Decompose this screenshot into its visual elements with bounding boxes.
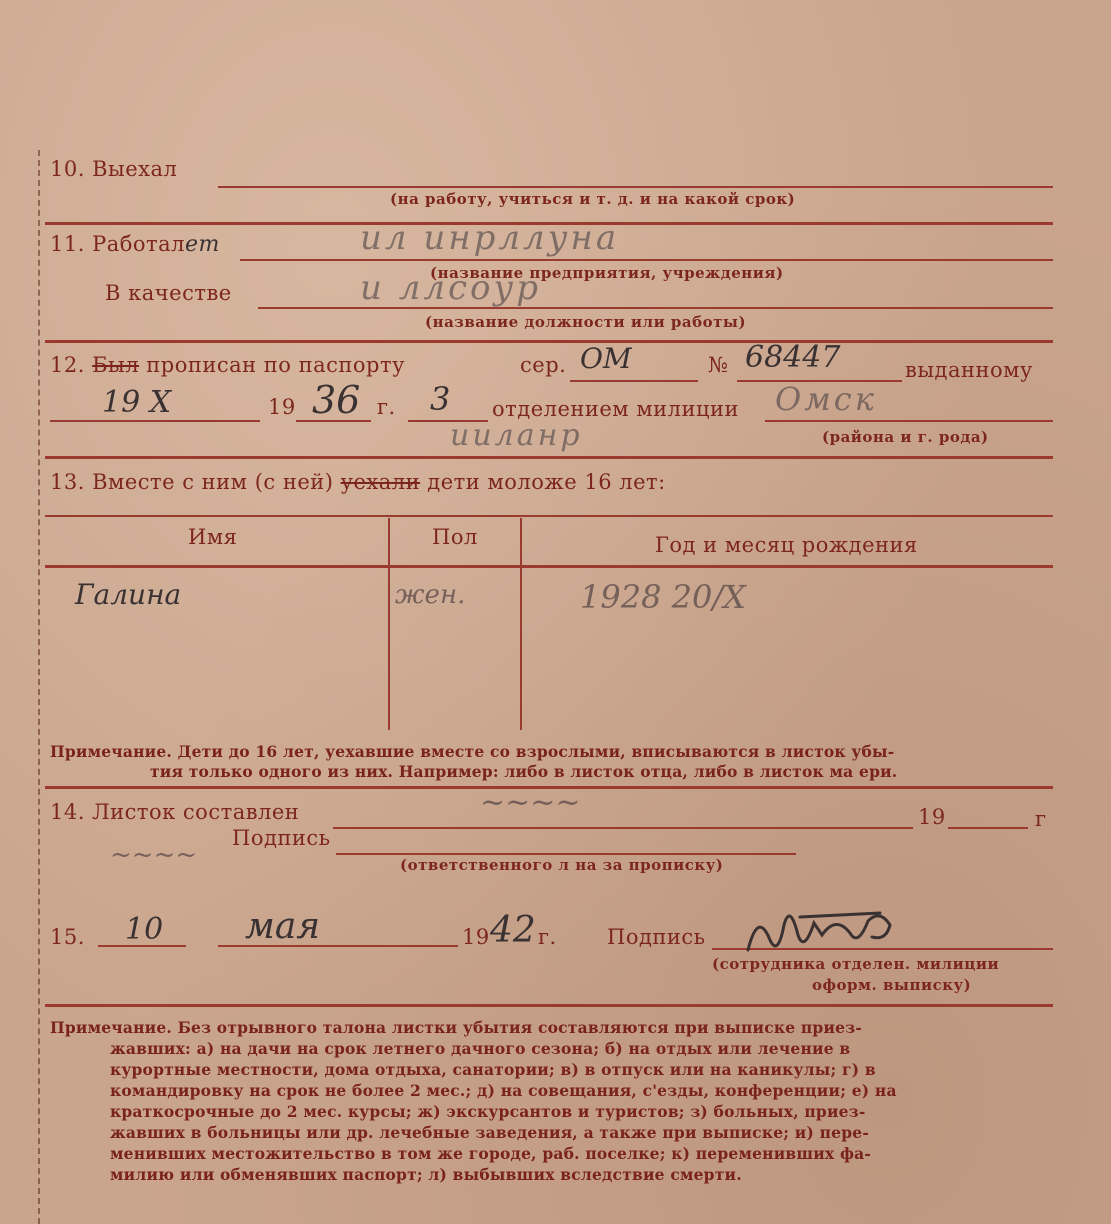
item11-position-label: В качестве bbox=[105, 281, 232, 305]
item15-month-value: мая bbox=[245, 906, 321, 947]
item11-hint-org: (название предприятия, учреждения) bbox=[430, 264, 784, 282]
item13-label bbox=[50, 470, 666, 494]
item12-year-prefix: 19 bbox=[268, 395, 296, 419]
item12-day-line bbox=[50, 420, 260, 422]
item12-dept-label: отделением милиции bbox=[492, 397, 739, 421]
item11-label-text: 11. Работал bbox=[50, 232, 185, 256]
item15-g: г. bbox=[538, 925, 557, 949]
item12-series-line bbox=[570, 380, 698, 382]
item12-issued: выданному bbox=[905, 358, 1033, 382]
note2-line: жавших в больницы или др. лечебные заведения, а также при выписке; и) пере- bbox=[110, 1123, 869, 1142]
item13-struck: уехали bbox=[340, 470, 421, 494]
item12-day-value: 19 Х bbox=[102, 385, 172, 420]
item15-year-prefix: 19 bbox=[462, 925, 490, 949]
item10-line bbox=[218, 186, 1053, 188]
table-col-sex: Пол bbox=[432, 525, 478, 549]
item14-date-line bbox=[333, 827, 913, 829]
item15-sign-label: Подпись bbox=[607, 925, 706, 949]
item15-day-value: 10 bbox=[125, 912, 164, 947]
item12-city-value: Омск bbox=[775, 380, 877, 418]
item12-series-value: ОМ bbox=[580, 342, 632, 375]
separator-12-13 bbox=[45, 456, 1053, 459]
item12-city-line bbox=[765, 420, 1053, 422]
separator-15-note2 bbox=[45, 1004, 1053, 1007]
item11-hint-position: (название должности или работы) bbox=[425, 313, 747, 331]
note1-line2: тия только одного из них. Например: либо в листок отца, либо в листок ма ери. bbox=[150, 762, 898, 781]
item14-g: г bbox=[1035, 807, 1047, 831]
item10-label: 10. Выехал bbox=[50, 157, 178, 181]
item15-hint1: (сотрудника отделен. милиции bbox=[712, 955, 1000, 973]
table-row-sex: жен. bbox=[395, 580, 466, 610]
item12-city-stamp: ииланр bbox=[450, 418, 583, 453]
item11-org-stamp: ил инрллуна bbox=[360, 218, 620, 258]
signature-stroke bbox=[748, 913, 890, 950]
item11-suffix: ет bbox=[185, 232, 220, 257]
note2-line: краткосрочные до 2 мес. курсы; ж) экскурсантов и туристов; з) больных, приез- bbox=[110, 1102, 866, 1121]
item13-label-text: 13. Вместе с ним (с ней) bbox=[50, 470, 334, 494]
item13-rest: дети моложе 16 лет: bbox=[427, 470, 666, 494]
separator-11-12 bbox=[45, 340, 1053, 343]
item12-year-value: 36 bbox=[312, 378, 361, 422]
item14-hint: (ответственного л на за прописку) bbox=[400, 856, 724, 874]
item14-label: 14. Листок составлен bbox=[50, 800, 300, 824]
item15-hint2: оформ. выписку) bbox=[812, 976, 972, 994]
table-divider-1 bbox=[388, 518, 390, 730]
note2-line: жавших: а) на дачи на срок летнего дачного сезона; б) на отдых или лечение в bbox=[110, 1039, 851, 1058]
item10-hint: (на работу, учиться и т. д. и на какой срок) bbox=[390, 190, 796, 208]
item14-sign-line bbox=[336, 853, 796, 855]
table-header-line bbox=[45, 565, 1053, 568]
item14-sign-label: Подпись bbox=[232, 826, 331, 850]
item11-label bbox=[50, 232, 220, 257]
item12-hint: (района и г. рода) bbox=[822, 428, 989, 446]
item14-year-prefix: 19 bbox=[918, 805, 946, 829]
note2-line: курортные местности, дома отдыха, санатории; в) в отпуск или на каникулы; г) в bbox=[110, 1060, 876, 1079]
table-top-line bbox=[45, 515, 1053, 517]
note2-line: Примечание. Без отрывного талона листки убытия составляются при выписке приез- bbox=[50, 1018, 862, 1037]
note2-line: милию или обменявших паспорт; л) выбывших вследствие смерти. bbox=[110, 1165, 742, 1184]
item15-num: 15. bbox=[50, 925, 85, 949]
table-row-name: Галина bbox=[75, 578, 182, 611]
item12-g: г. bbox=[377, 395, 396, 419]
item15-year-value: 42 bbox=[490, 910, 536, 951]
item12-dept-value: 3 bbox=[430, 380, 451, 418]
note2-line: командировку на срок не более 2 мес.; д) на совещания, с'езды, конференции; е) на bbox=[110, 1081, 897, 1100]
item12-number-label: № bbox=[708, 353, 729, 377]
item11-org-line bbox=[240, 259, 1053, 261]
item12-num: 12. bbox=[50, 353, 85, 377]
table-row-birth: 1928 20/Х bbox=[580, 578, 746, 616]
item14-date-scrawl: ~~~~ bbox=[480, 785, 581, 820]
table-col-birth: Год и месяц рождения bbox=[655, 533, 918, 557]
item12-label bbox=[50, 353, 405, 377]
note2-line: менивших местожительство в том же городе, раб. поселке; к) переменивших фа- bbox=[110, 1144, 872, 1163]
item14-sign-scrawl: ~~~~ bbox=[110, 840, 198, 870]
item12-struck: Был bbox=[92, 353, 140, 377]
item11-position-stamp: и ллсоур bbox=[360, 268, 542, 308]
note1-line1: Примечание. Дети до 16 лет, уехавшие вместе со взрослыми, вписываются в листок убы- bbox=[50, 742, 895, 761]
item12-number-value: 68447 bbox=[745, 340, 841, 375]
item12-text: прописан по паспорту bbox=[146, 353, 405, 377]
item14-year-line bbox=[948, 827, 1028, 829]
table-col-name: Имя bbox=[188, 525, 238, 549]
item12-series-label: сер. bbox=[520, 353, 567, 377]
table-divider-2 bbox=[520, 518, 522, 730]
perforation-line bbox=[38, 150, 40, 1224]
